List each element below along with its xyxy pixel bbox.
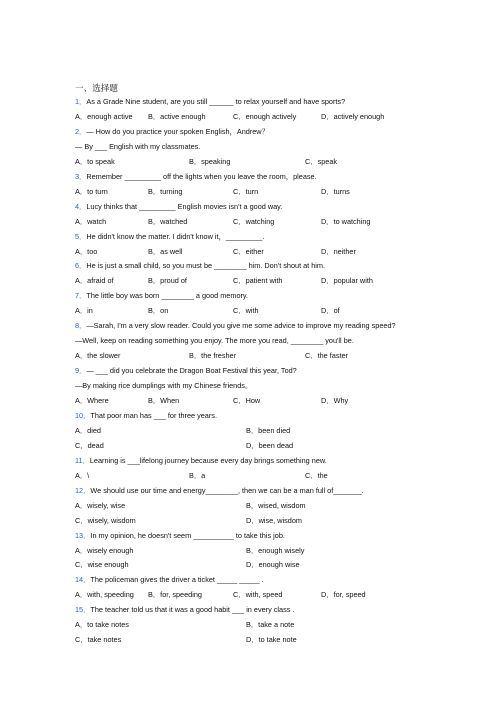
question-number: 3． <box>75 171 87 181</box>
question-text: The little boy was born ________ a good memory. <box>86 291 249 301</box>
question-text: Lucy thinks that _________ English movies isn't a good way. <box>86 201 283 211</box>
question-text: —Well, keep on reading something you enjoy. The more you read, ________ you'll be. <box>75 336 354 346</box>
option-b: B．the fresher <box>189 351 237 361</box>
option-c: C．watching <box>233 216 275 226</box>
option-b: B．for, speeding <box>148 590 202 600</box>
option-d: D．Why <box>321 396 349 405</box>
option-b: B．active enough <box>148 111 206 121</box>
question-stem <box>75 532 285 539</box>
question-text: —Sarah, I'm a very slow reader. Could you give me some advice to improve my reading speed? <box>86 321 396 331</box>
option-a: A．wisely enough <box>75 545 134 555</box>
question-text: — How do you practice your spoken English，Andrew？ <box>86 126 269 136</box>
option-a: A．the slower <box>75 351 121 361</box>
option-a: A．with, speeding <box>75 590 134 600</box>
question-number: 15． <box>75 605 91 615</box>
option-a: A．afraid of <box>75 276 114 286</box>
question-number: 7． <box>75 291 87 301</box>
option-a: A．watch <box>75 216 107 226</box>
question-text: — ___ did you celebrate the Dragon Boat Festival this year, Tod? <box>86 366 297 376</box>
option-d: D．wise, wisdom <box>246 515 302 525</box>
option-a: A．\ <box>75 470 90 480</box>
question-number: 8． <box>75 321 87 331</box>
option-a: A．to turn <box>75 186 108 196</box>
option-c: C．dead <box>75 440 104 450</box>
question-stem <box>75 128 269 135</box>
option-b: B．a <box>189 470 206 480</box>
option-c: C．turn <box>233 186 259 196</box>
option-c: C．the <box>305 470 328 480</box>
option-d: D．enough wise <box>246 560 300 570</box>
option-c: C．speak <box>305 156 338 166</box>
option-b: B．enough wisely <box>246 545 305 555</box>
option-a: A．enough active <box>75 111 133 121</box>
question-text: The policeman gives the driver a ticket _____ _____ . <box>90 575 264 585</box>
option-b: B．been died <box>246 425 291 435</box>
question-number: 14． <box>75 575 91 585</box>
section-title: 一、选择题 <box>75 83 118 93</box>
option-a: A．to speak <box>75 156 115 166</box>
question-stem <box>75 292 248 299</box>
option-c: C．take notes <box>75 635 122 645</box>
option-a: A．Where <box>75 396 109 405</box>
question-text: We should use our time and energy________, then we can be a man full of_______. <box>90 485 364 495</box>
question-text: The teacher told us that it was a good habit ___ in every class . <box>90 605 295 615</box>
question-text: He didn't know the matter. I didn't know it，_________. <box>86 231 265 241</box>
question-number: 9． <box>75 366 87 376</box>
question-stem <box>75 173 317 180</box>
option-b: B．proud of <box>148 276 187 286</box>
question-number: 1． <box>75 97 87 106</box>
question-stem <box>75 322 396 329</box>
question-number: 10． <box>75 410 91 420</box>
option-b: B．watched <box>148 216 188 226</box>
question-text: Learning is ___lifelong journey because every day brings something new. <box>89 455 327 465</box>
question-number: 2． <box>75 126 87 136</box>
question-number: 6． <box>75 261 87 271</box>
option-c: C．with <box>233 306 259 316</box>
option-b: B．speaking <box>189 156 231 166</box>
option-b: B．When <box>148 396 180 405</box>
option-b: B．turning <box>148 186 183 196</box>
option-c: C．wisely, wisdom <box>75 515 136 525</box>
option-c: C．enough actively <box>233 111 297 121</box>
question-stem <box>75 262 325 269</box>
question-stem <box>75 98 345 105</box>
question-text: That poor man has ___ for three years. <box>90 410 217 420</box>
option-c: C．either <box>233 246 264 256</box>
option-c: C．with, speed <box>233 590 283 600</box>
dialogue-line <box>75 337 354 344</box>
question-stem <box>75 203 282 210</box>
option-a: A．to take notes <box>75 620 129 630</box>
option-c: C．How <box>233 396 261 405</box>
option-c: C．the faster <box>305 351 348 361</box>
question-number: 13． <box>75 530 91 540</box>
option-d: D．to watching <box>321 216 371 226</box>
option-c: C．patient with <box>233 276 283 286</box>
question-number: 11． <box>75 455 90 465</box>
option-a: A．wisely, wise <box>75 500 126 510</box>
dialogue-line <box>75 382 252 389</box>
option-d: D．for, speed <box>321 590 366 600</box>
option-c: C．wise enough <box>75 560 129 570</box>
question-stem <box>75 367 297 374</box>
question-stem <box>75 457 327 464</box>
question-stem <box>75 606 294 613</box>
option-b: B．take a note <box>246 620 295 630</box>
option-a: A．too <box>75 246 98 256</box>
question-text: He is just a small child, so you must be ________ him. Don't shout at him. <box>86 261 326 271</box>
option-d: D．been dead <box>246 440 294 450</box>
option-b: B．as well <box>148 246 183 256</box>
question-number: 4． <box>75 201 87 211</box>
question-text: — By ___ English with my classmates. <box>75 141 201 151</box>
question-number: 5． <box>75 231 87 241</box>
question-text: As a Grade Nine student, are you still ______ to relax yourself and have sports? <box>86 97 346 106</box>
question-stem <box>75 233 264 240</box>
question-text: Remember _________ off the lights when you leave the room，please. <box>86 171 317 181</box>
dialogue-line <box>75 143 200 150</box>
option-b: B．wised, wisdom <box>246 500 306 510</box>
option-a: A．in <box>75 306 93 316</box>
option-d: D．to take note <box>246 635 297 645</box>
question-number: 12． <box>75 485 91 495</box>
option-d: D．popular with <box>321 276 373 286</box>
option-d: D．neither <box>321 246 356 256</box>
question-stem <box>75 576 264 583</box>
question-text: In my opinion, he doesn't seem __________ to take this job. <box>90 530 285 540</box>
question-stem <box>75 487 364 494</box>
option-b: B．on <box>148 306 169 316</box>
option-d: D．actively enough <box>321 111 385 121</box>
question-text: —By making rice dumplings with my Chinese friends。 <box>75 381 253 391</box>
question-stem <box>75 412 217 419</box>
option-d: D．turns <box>321 186 350 196</box>
option-a: A．died <box>75 425 101 435</box>
option-d: D．of <box>321 306 340 316</box>
